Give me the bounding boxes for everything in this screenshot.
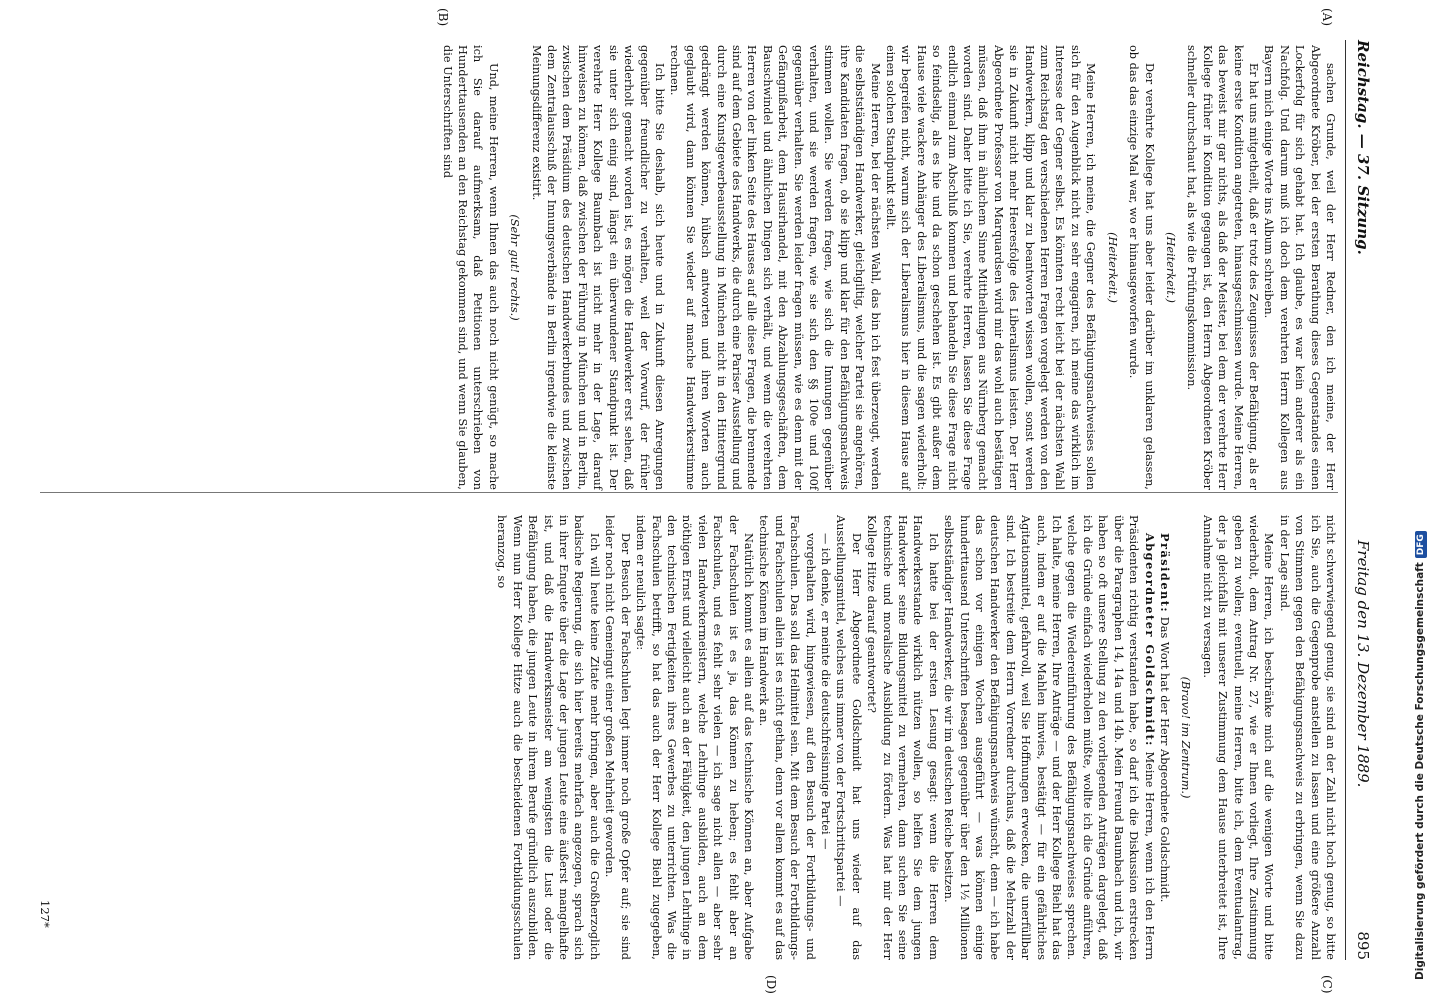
paragraph-text: Ich hatte bei der ersten Lesung gesagt: wenn die Herren dem Handwerkerstande wirklich nützen wollen, so helfen Sie dem jungen Handwerker seine Bildungsmittel zu vermehren, dann suchen Sie seine technische und moralische Ausbildung zu fördern. Was hat mir der Herr Kollege Hitze darauf geantwortet? [865,515,940,960]
speaker-name: Abgeordneter Goldschmidt: [1142,533,1157,747]
paragraph [667,45,883,490]
digitization-credit-strip [1396,0,1432,1000]
paragraph-text: (Bravo! im Zentrum.) [1179,676,1193,799]
margin-marker-a: (A) [1320,8,1334,27]
paragraph-text: (Heiterkeit.) [1163,232,1177,303]
paragraph [883,45,1099,490]
dfg-logo: DFG [1415,531,1427,558]
paragraph-text: Natürlich kommt es allein auf das technische Können an, aber Aufgabe der Fachschulen ist es ja, das Können zu heben; es fehlt aber an Fachschulen, und es fehlt sehr vielen — ich sage nicht allen — aber sehr vielen Handwerkermeistern, welche Lehrlinge ausbilden, auch an dem nöthigen Ernst und vielleicht auch an der Fähigkeit, den jungen Lehrlinge in den technischen Fertigkeiten ihres Gewerbes zu unterrichten. Was die Fachschulen betrifft, so hat das auch der Herr Kollege Biehl zugegeben, indem er neulich sagte: [634,515,755,960]
paragraph [1157,515,1172,960]
paragraph-text: vorgehalten wird, hingewiesen, auf den Besuch der Fortbildungs- und Fachschulen. Das soll das Heilmittel sein. Mit dem Besuch der Fortbildungs- und Fachschulen allein ist es nicht gethan, denn vor allem kommt es auf das technische Können im Handwerk an. [757,515,817,960]
paragraph [602,515,633,960]
paragraph-text: Meine Herren, ich meine, die Gegner des Befähigungsnachweises sollen sich für den Augenblick nicht zu sehr engagiren, ich meine das wirklich im Interesse der Gegner selbst. Es könnten recht leicht bei der nächsten Wahl zum Reichstag den verschiedenen Herren Fragen vorgelegt werden von den Handwerkern, klipp und klar zu beantworten wissen wollen, sonst werden sie in Zukunft nicht mehr Heeresfolge des Liberalismus leisten. Der Herr Abgeordnete Professor von Marquardsen wird mir das wohl auch bestätigen müssen, daß ihm in ähnlichem Sinne Mittheilungen aus Nürnberg gemacht worden sind. Daher bitte ich Sie, verehrte Herren, lassen Sie diese Frage endlich einmal zum Abschluß kommen und behandeln Sie diese Frage nicht so feindselig, als es hie und da schon geschehen ist. Es gibt außer dem Hause viele wackere Anhänger des Liberalismus, und die sagen wiederholt: wir begreifen nicht, warum sich der Liberalismus hier in diesem Hause auf einen solchen Standpunkt stellt. [884,45,1098,490]
stage-direction [1178,515,1193,960]
paragraph-text: Ich bitte Sie deshalb, sich heute und in Zukunft diesen Anregungen gegenüber freundlicher zu verhalten, weil der Vorwurf, der früher wiederholt gemacht worden ist, es mögen die Handwerker erst sehen, daß sie unter sich einig sind, längst ein überwundener Standpunkt ist. Der verehrte Herr Kollege Baumbach ist nicht mehr in der Lage, darauf hinweisen zu können, daß zwischen der Führung in München und in Berlin, zwischen dem Präsidium des deutschen Handwerkerbundes und zwischen dem Zentralausschuß der Innungsverbände in Berlin irgendwie die kleinste Meinungsdifferenz existirt. [529,45,666,490]
header-title: Reichstag. — 37. Sitzung. [1354,40,1372,255]
credit-text: Digitalisierung gefördert durch die Deutsche Forschungsgemeinschaft [1414,562,1426,980]
paragraph-text: sachen Grunde, weil der Herr Redner, den ich meine, der Herr Abgeordnete Kröber, bei der ersten Berathung dieses Gegenstandes einen Lockerfolg für sich gehabt hat. Ich glaube, es war kein anderer als ein Nachfolg. Und darum muß ich doch dem verehrten Herrn Kollegen aus Bayern mich einige Worte ins Album schreiben. [1262,45,1337,490]
margin-marker-c: (C) [1320,975,1334,994]
paragraph [864,515,941,960]
paragraph-text: Der verehrte Kollege hat uns aber leider darüber im unklaren gelassen, ob das das einzige Mal war, wo er hinausgeworfen wurde. [1127,45,1156,490]
page-number: 895 [1354,931,1372,960]
scanned-page [10,0,1390,1000]
stage-direction [507,45,522,490]
paragraph [1126,45,1157,490]
paragraph-text: Und, meine Herren, wenn Ihnen das auch noch nicht genügt, so mache ich Sie darauf aufmerksam, daß Petitionen unterschrieben von Hunderttausenden an den Reichstag gekommen sind, und wenn Sie glauben, die Unterschriften sind [440,45,500,490]
margin-marker-b: (B) [436,8,450,27]
column-divider [40,492,1338,493]
paragraph [439,45,501,490]
stage-direction [1163,45,1178,490]
paragraph [528,45,667,490]
paragraph [1261,45,1338,490]
paragraph-text: Das Wort hat der Herr Abgeordnete Goldschmidt. [1157,613,1171,903]
running-header [1350,40,1376,960]
paragraph-text: (Heiterkeit.) [1105,232,1119,303]
paragraph-text: — ich denke, er meinte die deutschfreisinnige Partei — [819,533,832,850]
paragraph-text: Meine Herren, ich beschränke mich auf die wenigen Worte und bitte wiederholt, dem Antrag Nr. 27, wie er Ihnen vorliegt, Ihre Zustimmung geben zu wollen; eventuell, meine Herren, bitte ich, dem Eventualantrag, der ja gleichfalls mit unserer Zustimmung dem Hause unterbreitet ist, Ihre Annahme nicht zu versagen. [1200,515,1276,960]
paragraph [833,515,864,960]
paragraph [1276,515,1338,960]
header-rule [1345,40,1346,960]
paragraph-text: nicht schwerwiegend genug, sie sind an der Zahl nicht hoch genug, so bitte ich Sie, auch die Gegenprobe anstellen zu lassen und eine größere Anzahl von Stimmen gegen den Befähigungsnachweis zu erbringen, wenn Sie dazu in der Lage sind. [1277,515,1337,960]
paragraph-text: Meine Herren, bei der nächsten Wahl, das bin ich fest überzeugt, werden die selbstständigen Handwerker, gleichgiltig, welcher Partei sie angehören, ihre Kandidaten fragen, ob sie klipp und klar für den Befähigungsnachweis stimmen wollen. Sie werden fragen, wie sich die Innungen gegenüber verhalten, und sie werden fragen, wie sie sich den §§ 100e und 100f gegenüber verhalten. Sie werden leider fragen müssen, wie es denn mit der Gefängnißarbeit, dem Hausirhandel, mit den Abzahlungsgeschäften, dem Bauschwindel und ähnlichen Dingen sich verhält, und wenn die verehrten Herren von der linken Seite des Hauses auf alle diese Fragen, die brennende sind auf dem Gebiete des Handwerks, die durch eine Pariser Ausstellung und durch eine Kunstgewerbeausstellung in München nicht in den Hintergrund gedrängt werden können, hübsch antworten und ihren Worten auch geglaubt wird, dann können Sie wieder auf manche Handwerkerstimme rechnen. [668,45,882,490]
margin-marker-d: (D) [764,975,778,994]
paragraph-text: Er hat uns mitgetheilt, daß er trotz des Zeugnisses der Befähigung, als er keine erste Kondition angetreten, hinausgeschmissen wurde. Meine Herren, das beweist mir gar nichts, als daß der Meister, bei dem der verehrte Herr Kollege früher in Kondition gegangen ist, den Herrn Abgeordneten Kröber schneller durchschaut hat, als wie die Prüfungskommission. [1185,45,1260,490]
paragraph [633,515,756,960]
paragraph [494,515,602,960]
paragraph-text: Der Besuch der Fachschulen legt immer noch große Opfer auf; sie sind leider noch nicht Gemeingut einer großen Mehrheit geworden. [603,515,632,960]
left-text-column [439,45,1338,490]
speaker-name: Präsident: [1157,533,1172,614]
stage-direction [1104,45,1119,490]
right-text-column [494,515,1338,960]
paragraph-text: (Sehr gut! rechts.) [508,214,522,321]
paragraph [756,515,818,960]
paragraph [818,515,833,960]
paragraph [1199,515,1276,960]
paragraph-text: Meine Herren, wenn ich den Herrn Präsidenten richtig verstanden habe, so darf ich die Diskussion erstrecken über die Paragraphen 14, 14a und 14b. Mein Freund Baumbach und ich, wir haben so oft unsere Stellung zu den vorliegenden Anträgen dargelegt, daß ich die Gründe einfach wiederholen müßte, wollte ich die Gründe anführen, welche gegen die Wiedereinführung des Befähigungsnachweises sprechen. Ich halte, meine Herren, Ihre Anträge — und der Herr Kollege Biehl hat das auch, indem er auf die Mahlen hinwies, bestätigt — für ein gefährliches Agitationsmittel, gefahrvoll, weil Sie Hoffnungen erwecken, die unerfüllbar sind. Ich bestreite dem Herrn Vorredner durchaus, daß die Mehrzahl der deutschen Handwerker den Befähigungsnachweis wünscht, denn — ich habe das schon vor einigen Wochen ausgeführt — was können einige hunderttausend Unterschriften besagen gegenüber über den 1½ Millionen selbstständiger Handwerker, die wir im deutschen Reiche besitzen. [942,515,1156,960]
header-date: Freitag den 13. Dezember 1889. [1354,540,1372,788]
paragraph [1184,45,1261,490]
digitization-credit [1414,531,1427,980]
paragraph-text: Der Herr Abgeordnete Goldschmidt hat uns wieder auf das Ausstellungsmittel, welches uns immer von der Fortschrittspartei — [834,515,863,960]
paragraph [941,515,1157,960]
paragraph-text: Ich will heute keine Zitate mehr bringen, aber auch die Großherzoglich badische Regierung, die sich hier bereits mehrfach angezogen, sprach sich in ihrer Enquete über die Lage der jungen Leute eine äußerst mangelhafte ist, und daß die Handwerksmeister am wenigsten die Lust oder die Befähigung haben, die jungen Leute in ihrem Berufe gründlich auszubilden. Wenn nun Herr Kollege Hitze auch die bescheidenen Fortbildungsschulen heranzog, so [495,515,601,960]
signature-mark: 127* [38,900,52,928]
